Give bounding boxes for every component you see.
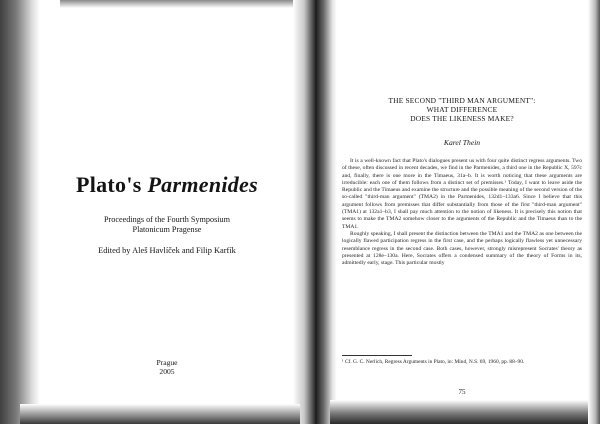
article-body	[342, 158, 582, 267]
book-title	[42, 172, 292, 198]
book-subtitle	[62, 215, 272, 235]
left-page-title-page	[42, 10, 292, 402]
body-paragraph-1: It is a well-known fact that Plato's dialogues present us with four quite distinct regress arguments. Two of these, often discussed in recent decades, we find in the Parmenides, a third one in the Republic X, 597c and, finally, there is one more in the Timaeus, 31a–b. It is worth noticing that these arguments are irreducible: each one of them follows from a distinct set of premisses.¹ Today, I want to leave aside the Republic and the Timaeus and examine the structure and the possible meaning of the second version of the so-called "third-man argument" (TMA2) in the Parmenides, 132d1–133a6. Since I believe that this argument follows from premisses that differ substantially from those of the first "third-man argument" (TMA1) at 132a1–b3, I shall pay much attention to the notion of likeness. It is precisely this notion that seems to make the TMA2 somehow closer to the arguments of the Republic and the Timaeus than to the TMA1.	[342, 158, 582, 230]
book-imprint	[42, 358, 292, 376]
footnote-divider	[342, 355, 412, 356]
article-title-line-1: THE SECOND "THIRD MAN ARGUMENT":	[388, 96, 536, 105]
footnote: ¹ Cf. G. C. Nerlich, Regress Arguments in Plato, in: Mind, N.S. 69, 1960, pp. 88–90.	[342, 359, 525, 365]
book-title-plain: Plato's	[75, 172, 148, 197]
book-gutter-shadow	[293, 0, 337, 424]
article-title-line-3: DOES THE LIKENESS MAKE?	[410, 114, 514, 123]
body-paragraph-2: Roughly speaking, I shall present the distinction between the TMA1 and the TMA2 as one between the logically flawed participation regress in the first case, and the perhaps logically flawless yet unnecessary resemblance regress in the second case. Both cases, however, strongly misrepresent Socrates' theory as presented at 128e–130a. Here, Socrates offers a condensed summary of the theory of Forms in its, admittedly early, stage. This particular mostly	[342, 230, 582, 267]
page-number: 75	[458, 388, 466, 396]
book-title-italic: Parmenides	[147, 172, 258, 197]
scan-shadow-bottom-right	[330, 400, 600, 424]
scan-shadow-left	[0, 0, 40, 424]
scan-shadow-right	[588, 0, 600, 424]
imprint-city: Prague	[156, 358, 178, 367]
scan-shadow-top	[60, 0, 295, 8]
article-author: Karel Thein	[443, 138, 481, 147]
right-page-article	[342, 10, 582, 402]
subtitle-line-2: Platonicum Pragense	[132, 225, 202, 234]
imprint-year: 2005	[159, 367, 175, 376]
article-title-line-2: WHAT DIFFERENCE	[426, 105, 498, 114]
scan-shadow-bottom-left	[20, 404, 300, 424]
subtitle-line-1: Proceedings of the Fourth Symposium	[104, 215, 230, 224]
article-title	[342, 96, 582, 123]
book-editors: Edited by Aleš Havlíček and Filip Karfík	[98, 246, 236, 255]
